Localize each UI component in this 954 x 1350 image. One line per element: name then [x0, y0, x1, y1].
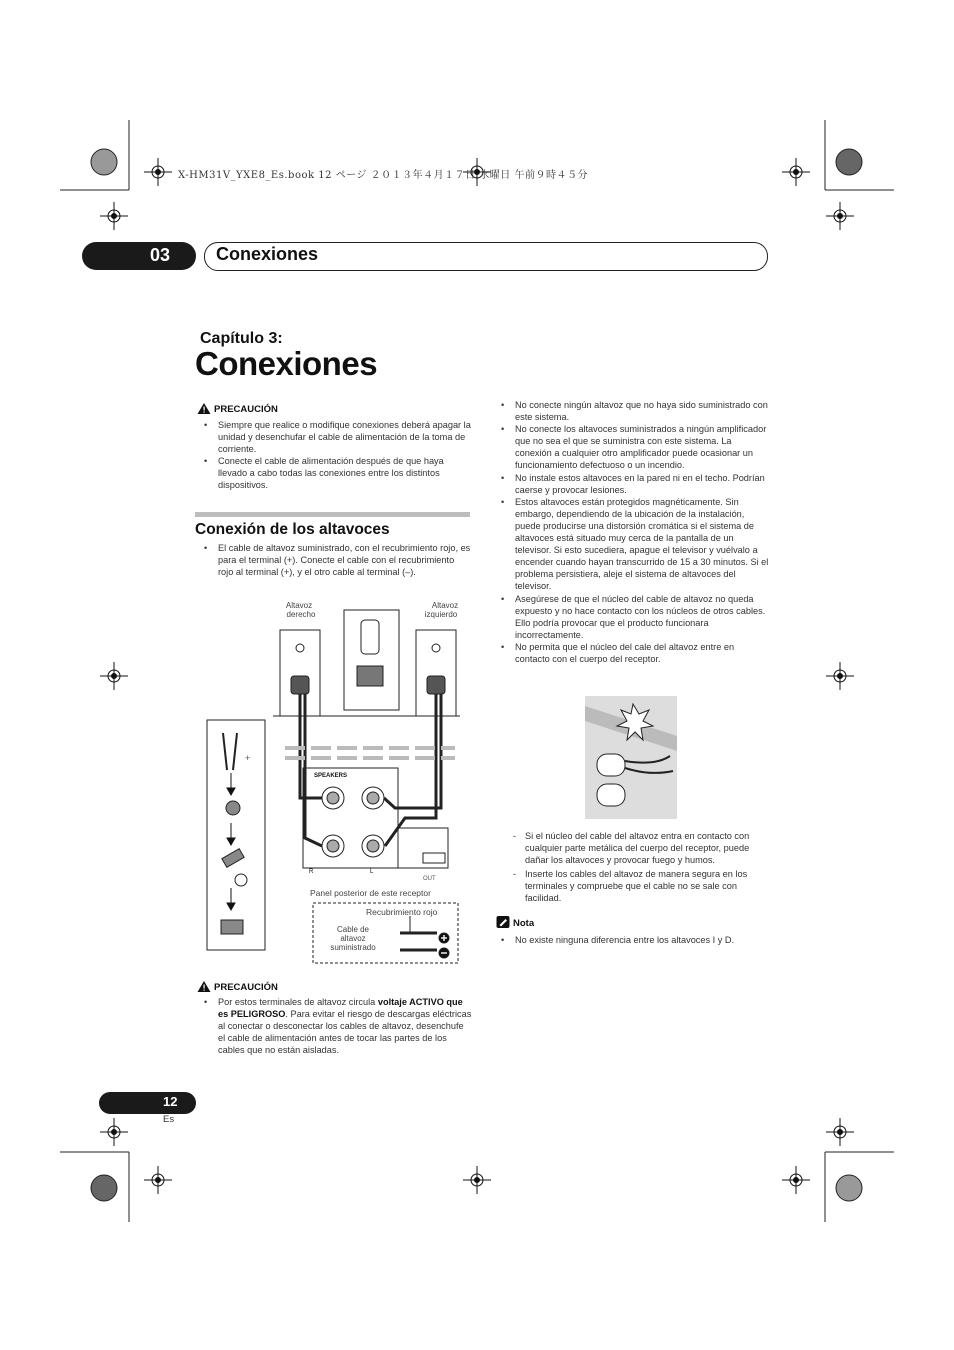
section-rule: [195, 512, 470, 517]
page-number-pill: [99, 1092, 196, 1114]
section-list: [196, 542, 472, 578]
warning-icon: [197, 403, 211, 414]
dash-list: [503, 830, 771, 905]
note-list: [493, 934, 769, 946]
list-item: • Siempre que realice o modifique conexiones deberá apagar la unidad y desenchufar el cable de alimentación de la toma de corriente.: [196, 419, 472, 455]
section-title: Conexión de los altavoces: [195, 521, 390, 538]
label-out: OUT: [423, 876, 436, 882]
label-left-speaker: Altavoz izquierdo: [424, 601, 459, 619]
list-item: • No permita que el núcleo del cale del altavoz entre en contacto con el cuerpo del receptor.: [493, 641, 769, 665]
precaution-heading: PRECAUCIÓN: [197, 403, 278, 415]
list-item: • Estos altavoces están protegidos magnéticamente. Sin embargo, dependiendo de la ubicación de la instalación, puede producirse una distorsión cromática si el sistema de altavoces está situado muy cerca de la pantalla de un televisor. Si esto sucediera, apague el televisor y vuélvalo a encender cuando hayan transcurrido de 15 a 30 minutos. Si el problema persistiera, aleje el sistema de altavoces del televisor.: [493, 496, 769, 593]
list-item: • No instale estos altavoces en la pared ni en el techo. Podrían caerse y provocar lesiones.: [493, 472, 769, 496]
precaution-heading-2: PRECAUCIÓN: [197, 981, 278, 993]
page-number: 12: [163, 1094, 178, 1109]
page-title: Conexiones: [195, 345, 378, 382]
right-bullet-list: [493, 399, 769, 665]
list-item: • No conecte ningún altavoz que no haya sido suministrado con este sistema.: [493, 399, 769, 423]
label-speakers: SPEAKERS: [314, 773, 348, 779]
chapter-title: Conexiones: [216, 244, 319, 264]
list-item: • No conecte los altavoces suministrados a ningún amplificador que no sea el que se suministra con este sistema. La conexión a cualquier otro amplificador puede ocasionar un funcionamiento defectuoso o un incendio.: [493, 423, 769, 471]
chapter-label: Capítulo 3:: [200, 330, 283, 347]
label-red-cover: Recubrimiento rojo: [366, 907, 438, 917]
label-rear-panel: Panel posterior de este receptor: [310, 888, 431, 898]
list-item: - Inserte los cables del altavoz de manera segura en los terminales y compruebe que el cable no se sale con facilidad.: [503, 868, 771, 904]
precaution-list: [196, 419, 472, 492]
list-item: - Si el núcleo del cable del altavoz entra en contacto con cualquier parte metálica del cuerpo del receptor, puede dañar los altavoces y provocar fuego y humos.: [503, 830, 771, 866]
precaution-list-2: [196, 996, 472, 1056]
chapter-number: 03: [150, 245, 171, 265]
book-header-info: X-HM31V_YXE8_Es.book 12 ページ ２０１３年４月１７日 水曜日 午前９時４５分: [178, 170, 588, 181]
label-r: R: [309, 869, 314, 875]
list-item: • El cable de altavoz suministrado, con el recubrimiento rojo, es para el terminal (+). Conecte el cable con el recubrimiento rojo al terminal (+), y el otro cable al terminal (–).: [196, 542, 472, 578]
note-heading: Nota: [496, 916, 534, 929]
list-item: • Conecte el cable de alimentación después de que haya llevado a cabo todas las conexiones entre los distintos dispositivos.: [196, 455, 472, 491]
note-icon: [496, 916, 510, 928]
list-item: • No existe ninguna diferencia entre los altavoces I y D.: [493, 934, 769, 946]
label-right-speaker: Altavoz derecho: [285, 601, 316, 619]
terminal-contact-illustration: [585, 696, 677, 819]
page-language: Es: [163, 1114, 175, 1125]
warning-icon: [197, 981, 211, 992]
list-item: • Por estos terminales de altavoz circula voltaje ACTIVO que es PELIGROSO. Para evitar el riesgo de descargas eléctricas al conectar o desconectar los cables de altavoz, desenchufe el cable de alimentación antes de tocar las partes de los cables que no están aisladas.: [196, 996, 472, 1056]
label-supplied-cable: Cable de altavoz suministrado: [330, 925, 376, 952]
label-plus: +: [245, 753, 251, 763]
speaker-connection-diagram: [205, 598, 470, 968]
label-l: L: [370, 869, 374, 875]
list-item: • Asegúrese de que el núcleo del cable de altavoz no queda expuesto y no hace contacto con los núcleos de otros cables. Ello podría provocar que el producto funcionara incorrectamente.: [493, 593, 769, 641]
